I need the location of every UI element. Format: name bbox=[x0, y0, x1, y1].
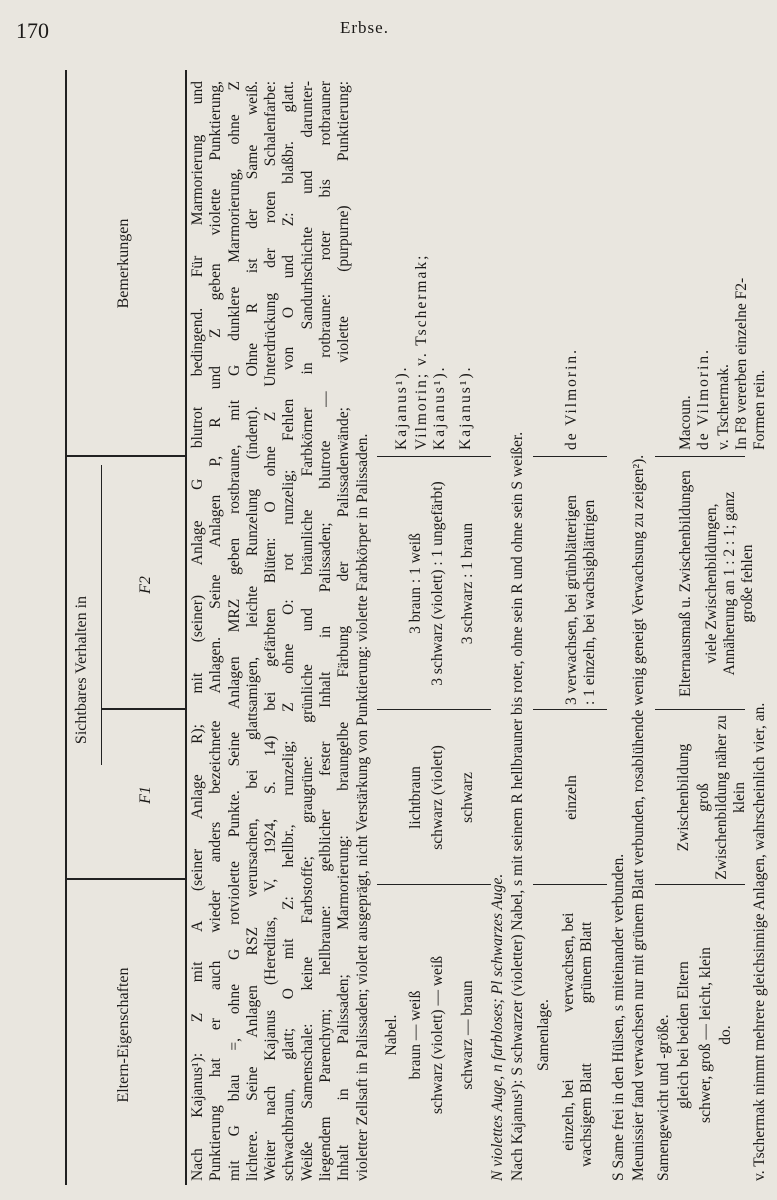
gewicht-row2-parents: schwer, groß — leicht, klein bbox=[697, 947, 714, 1123]
nabel-parents: braun — weiß bbox=[407, 990, 424, 1080]
nabel-parents: schwarz — braun bbox=[459, 980, 476, 1090]
header-parents: Eltern-Eigenschaften bbox=[115, 967, 132, 1103]
nabel-title: Nabel. bbox=[383, 1014, 400, 1056]
nabel-f2: 3 schwarz (violett) : 1 ungefärbt) bbox=[429, 481, 446, 686]
page-number: 170 bbox=[16, 18, 49, 43]
gewicht-row2-notes: Formen rein. bbox=[751, 369, 768, 450]
intro-line: violetter Zellsaft in Palissaden; violett ausgeprägt, nicht Verstärkung von Punktierung: violette Farbkörper in Palissaden. bbox=[353, 433, 371, 1181]
header-group: Sichtbares Verhalten in bbox=[73, 595, 90, 745]
samenlage-parents-b: verwachsen, bei grünem Blatt bbox=[560, 912, 596, 1013]
gewicht-row1-f2: Elternausmaß u. Zwischenbildungen bbox=[677, 470, 694, 697]
gewicht-row1-parents: gleich bei beiden Eltern bbox=[675, 961, 692, 1109]
nabel-notes: Kajanus¹). bbox=[393, 365, 410, 450]
intro-line: mit G blau =, ohne G rotviolette Punkte. Seine Anlagen MRZ geben rostbraune, mit G dunklere Marmorierung, ohne Z bbox=[225, 81, 243, 1181]
running-head: Erbse. bbox=[340, 18, 389, 37]
samenlage-notes: de Vilmorin. bbox=[563, 348, 580, 450]
gewicht-row2-f2: große fehlen bbox=[739, 544, 756, 623]
intro-line: Weiße Samenschale: keine Farbstoffe; graugrüne: grünliche und bräunliche Farbkörner in Sandurhschichte und darunter- bbox=[298, 81, 316, 1181]
gewicht-row2-f2: viele Zwischenbildungen, bbox=[703, 503, 720, 664]
nabel-notes: Kajanus¹). bbox=[457, 365, 474, 450]
table-header bbox=[65, 70, 187, 1185]
header-f1: F1 bbox=[137, 786, 154, 804]
nabel-f2: 3 braun : 1 weiß bbox=[407, 533, 424, 634]
gewicht-row2-notes: v. Tschermak. bbox=[715, 364, 732, 450]
intro-paragraph bbox=[189, 81, 372, 1181]
header-f2: F2 bbox=[137, 576, 154, 594]
nabel-note: Nach Kajanus¹): S schwarzer (violetter) Nabel, s mit seinem R hellbrauner bis roter, ohne sein R und ohne sein S weißer. bbox=[509, 431, 526, 1181]
nabel-f1: schwarz (violett) bbox=[429, 745, 446, 850]
gewicht-row2-notes: In F8 vererben einzelne F2- bbox=[733, 277, 750, 450]
nabel-f1: lichtbraun bbox=[407, 766, 424, 829]
gewicht-row2-f2: Annäherung an 1 : 2 : 1; ganz bbox=[721, 491, 738, 676]
samenlage-f1: einzeln bbox=[563, 775, 580, 820]
gewicht-row2-notes: de Vilmorin. bbox=[695, 348, 712, 450]
samenlage-parents-a: einzeln, bei wachsigem Blatt bbox=[560, 1063, 596, 1167]
gewicht-title: Samengewicht und -größe. bbox=[655, 1014, 672, 1181]
nabel-note: N violettes Auge, n farbloses; Pl schwarzes Auge. bbox=[489, 873, 506, 1181]
gewicht-final: v. Tschermak nimmt mehrere gleichsinnige Anlagen, wahrscheinlich vier, an. bbox=[751, 702, 768, 1181]
rotated-table bbox=[65, 70, 770, 1185]
samenlage-f2-b: : 1 einzeln, bei wachsigblättrigen bbox=[581, 499, 598, 705]
header-notes: Bemerkungen bbox=[115, 218, 132, 309]
gewicht-row2-f1: Zwischenbildung näher zu klein bbox=[713, 715, 749, 880]
header-subrule bbox=[101, 465, 102, 765]
samenlage-title: Samenlage. bbox=[535, 999, 552, 1071]
intro-line: lichtere. Seine Anlagen RSZ verursachen, bei glattsamigen, leichte Runzelung (indent). Ohne R ist der Same weiß. bbox=[243, 81, 261, 1181]
nabel-f2: 3 schwarz : 1 braun bbox=[459, 522, 476, 645]
intro-line: Weiter nach Kajanus (Hereditas, V, 1924, S. 14) bei gefärbten Blüten: O ohne Z Unterdrückung der roten Schalenfarbe: bbox=[262, 81, 280, 1181]
samenlage-note: Meunissier fand verwachsen nur mit grünem Blatt verbunden, rosablühende wenig geneigt Verwachsung zu zeigen²). bbox=[630, 454, 647, 1181]
samenlage-f2-a: 3 verwachsen, bei grünblätterigen bbox=[563, 494, 580, 705]
gewicht-row1-notes: Macoun. bbox=[677, 395, 694, 450]
gewicht-row2-parents: do. bbox=[717, 1025, 734, 1045]
intro-line: liegendem Parenchym; hellbraune: gelblicher fester Inhalt in Palissaden; blutrote — rotbraune: roter bis rotbrauner bbox=[316, 81, 334, 1181]
intro-line: schwachbraun, glatt; O mit Z: hellbr., runzelig; Z ohne O: rot runzelig; Fehlen von O und Z: blaßbr. glatt. bbox=[280, 81, 298, 1181]
gewicht-row2-f1: groß bbox=[695, 783, 712, 812]
intro-line: Punktierung hat er auch wieder anders bezeichnete Anlagen. Seine Anlagen P, R und Z geben violette Punktierung, bbox=[207, 81, 225, 1181]
nabel-f1: schwarz bbox=[459, 772, 476, 823]
nabel-notes: Vilmorin; v. Tschermak; Kajanus¹). bbox=[413, 253, 449, 450]
intro-line: Nach Kajanus¹): Z mit A (seiner Anlage R); mit (seiner) Anlage G blutrot bedingend. Für Marmorierung und bbox=[189, 81, 206, 1181]
gewicht-row1-f1: Zwischenbildung bbox=[675, 743, 692, 852]
intro-line: Inhalt in Palissaden; Marmorierung: braungelbe Färbung der Palissadenwände; violette (purpurne) Punktierung: bbox=[335, 81, 353, 1181]
samenlage-note: S Same frei in den Hülsen, s miteinander verbunden. bbox=[610, 853, 627, 1181]
nabel-parents: schwarz (violett) — weiß bbox=[429, 956, 446, 1114]
